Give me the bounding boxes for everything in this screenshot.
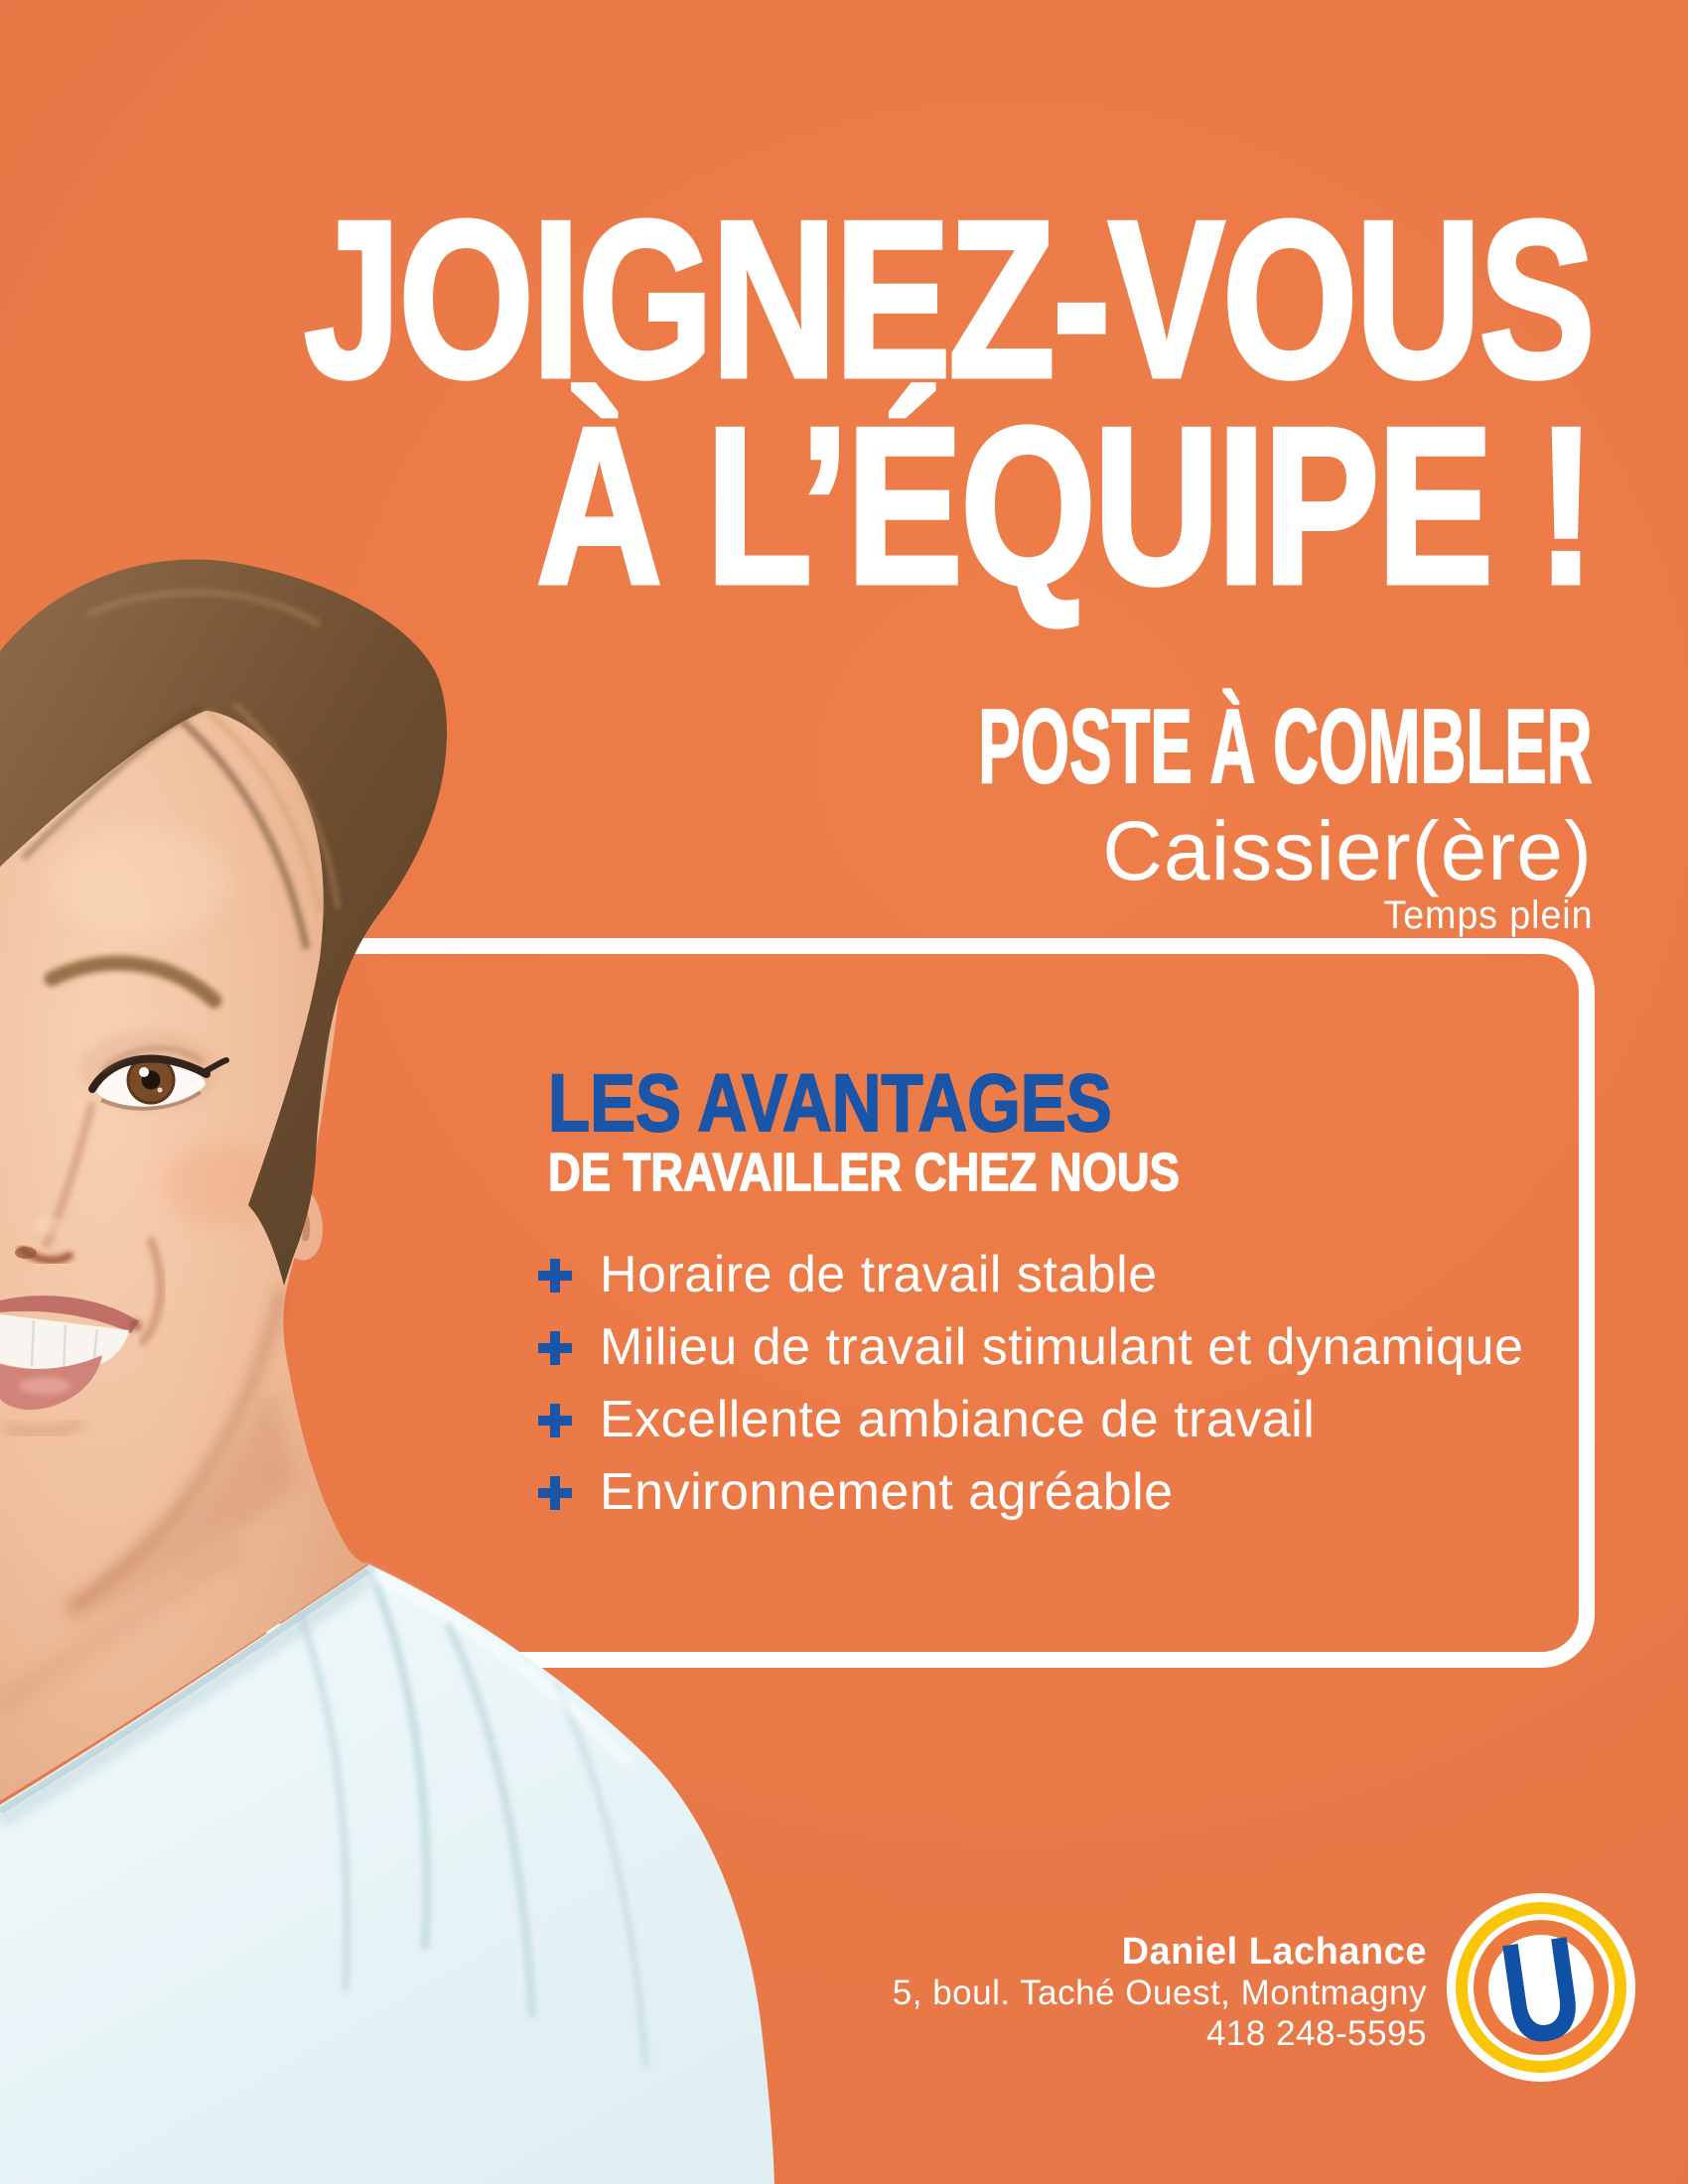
plus-icon	[538, 1404, 572, 1437]
headline-line-1: JOIGNEZ-VOUS	[303, 174, 1593, 424]
benefit-item	[538, 1239, 1523, 1311]
contact-block	[893, 1930, 1427, 2055]
position-schedule: Temps plein	[1383, 893, 1593, 937]
benefit-text: Horaire de travail stable	[600, 1246, 1158, 1303]
brand-logo-u	[1447, 1893, 1635, 2082]
benefits-title: LES AVANTAGES	[548, 1058, 1112, 1149]
benefits-list	[538, 1239, 1523, 1529]
contact-name: Daniel Lachance	[1121, 1931, 1427, 1973]
benefit-text: Milieu de travail stimulant et dynamique	[600, 1318, 1524, 1376]
logo-letter-u: U	[1491, 1901, 1618, 2076]
position-title: Caissier(ère)	[1102, 804, 1593, 897]
plus-icon	[538, 1331, 572, 1365]
position-label: POSTE À COMBLER	[978, 688, 1593, 805]
contact-address: 5, boul. Taché Ouest, Montmagny	[892, 1974, 1427, 2012]
plus-icon	[538, 1476, 572, 1510]
benefit-item	[538, 1311, 1523, 1384]
headline	[303, 174, 1593, 630]
benefit-text: Excellente ambiance de travail	[600, 1391, 1316, 1448]
benefits-subtitle: DE TRAVAILLER CHEZ NOUS	[548, 1143, 1180, 1202]
benefit-item	[538, 1456, 1523, 1529]
benefit-text: Environnement agréable	[600, 1463, 1174, 1521]
contact-phone: 418 248-5595	[1205, 2014, 1427, 2053]
plus-icon	[538, 1259, 572, 1293]
benefit-item	[538, 1384, 1523, 1456]
headline-line-2: À L’ÉQUIPE !	[535, 380, 1593, 630]
